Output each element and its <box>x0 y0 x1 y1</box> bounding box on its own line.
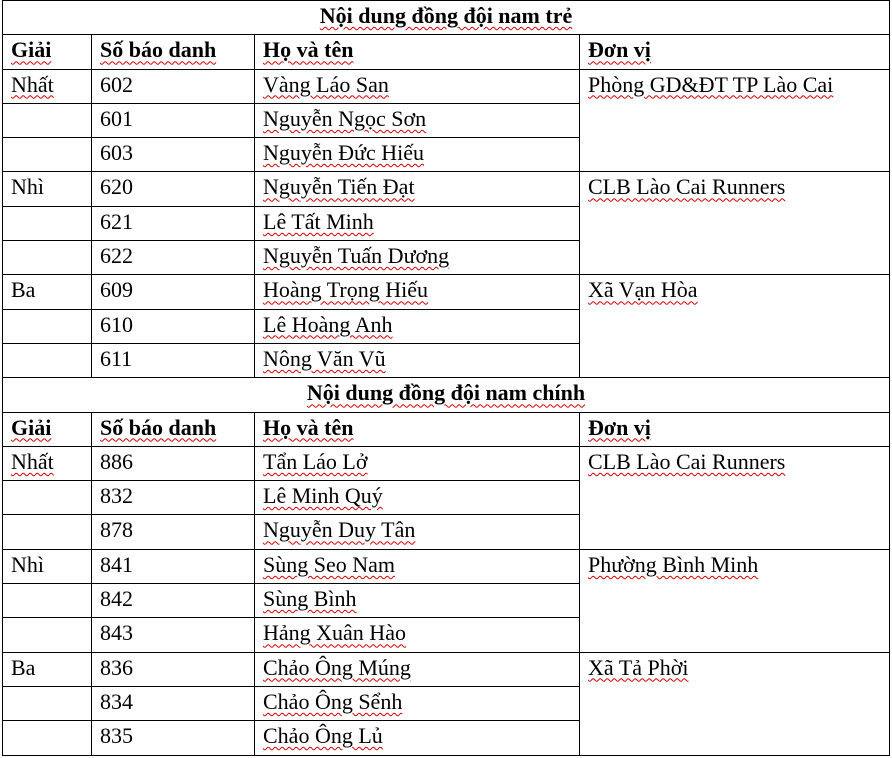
header-unit: Đơn vị <box>580 35 890 69</box>
section-title-row <box>3 1 890 35</box>
unit-cell: Xã Tả Phời <box>580 652 890 755</box>
prize-cell <box>3 206 92 240</box>
name-cell: Tẩn Láo Lở <box>255 446 580 480</box>
unit-cell: Phường Bình Minh <box>580 549 890 652</box>
prize-cell <box>3 103 92 137</box>
header-unit: Đơn vị <box>580 412 890 446</box>
unit-cell: CLB Lào Cai Runners <box>580 172 890 275</box>
name-cell: Sùng Bình <box>255 584 580 618</box>
table-row <box>3 69 890 103</box>
table-row <box>3 275 890 309</box>
header-name: Họ và tên <box>255 35 580 69</box>
bib-cell: 832 <box>92 481 255 515</box>
prize-cell <box>3 138 92 172</box>
prize-cell <box>3 721 92 755</box>
name-cell: Nguyễn Đức Hiếu <box>255 138 580 172</box>
bib-cell: 621 <box>92 206 255 240</box>
name-cell: Nông Văn Vũ <box>255 343 580 377</box>
header-name: Họ và tên <box>255 412 580 446</box>
header-bib: Số báo danh <box>92 35 255 69</box>
table-row <box>3 652 890 686</box>
bib-cell: 609 <box>92 275 255 309</box>
name-cell: Chảo Ông Lủ <box>255 721 580 755</box>
name-cell: Lê Minh Quý <box>255 481 580 515</box>
results-table <box>2 0 890 756</box>
bib-cell: 603 <box>92 138 255 172</box>
header-prize: Giải <box>3 412 92 446</box>
bib-cell: 886 <box>92 446 255 480</box>
prize-cell: Ba <box>3 275 92 309</box>
name-cell: Nguyễn Tiến Đạt <box>255 172 580 206</box>
header-prize: Giải <box>3 35 92 69</box>
bib-cell: 836 <box>92 652 255 686</box>
name-cell: Vàng Láo San <box>255 69 580 103</box>
prize-cell: Nhất <box>3 446 92 480</box>
name-cell: Chảo Ông Sểnh <box>255 686 580 720</box>
prize-cell <box>3 481 92 515</box>
prize-cell <box>3 584 92 618</box>
document-page <box>2 0 889 756</box>
bib-cell: 878 <box>92 515 255 549</box>
prize-cell <box>3 309 92 343</box>
section-title: Nội dung đồng đội nam chính <box>3 378 890 412</box>
name-cell: Nguyễn Ngọc Sơn <box>255 103 580 137</box>
name-cell: Lê Hoàng Anh <box>255 309 580 343</box>
bib-cell: 620 <box>92 172 255 206</box>
header-row <box>3 35 890 69</box>
prize-cell <box>3 618 92 652</box>
prize-cell: Ba <box>3 652 92 686</box>
prize-cell: Nhất <box>3 69 92 103</box>
header-bib: Số báo danh <box>92 412 255 446</box>
bib-cell: 842 <box>92 584 255 618</box>
bib-cell: 611 <box>92 343 255 377</box>
header-row <box>3 412 890 446</box>
name-cell: Sùng Seo Nam <box>255 549 580 583</box>
table-row <box>3 446 890 480</box>
name-cell: Nguyễn Duy Tân <box>255 515 580 549</box>
prize-cell <box>3 686 92 720</box>
unit-cell: Phòng GD&ĐT TP Lào Cai <box>580 69 890 172</box>
bib-cell: 834 <box>92 686 255 720</box>
bib-cell: 835 <box>92 721 255 755</box>
section-title-row <box>3 378 890 412</box>
prize-cell <box>3 515 92 549</box>
bib-cell: 841 <box>92 549 255 583</box>
prize-cell <box>3 241 92 275</box>
name-cell: Hảng Xuân Hào <box>255 618 580 652</box>
bib-cell: 843 <box>92 618 255 652</box>
name-cell: Hoàng Trọng Hiếu <box>255 275 580 309</box>
bib-cell: 602 <box>92 69 255 103</box>
name-cell: Nguyễn Tuấn Dương <box>255 241 580 275</box>
name-cell: Lê Tất Minh <box>255 206 580 240</box>
bib-cell: 610 <box>92 309 255 343</box>
table-row <box>3 549 890 583</box>
unit-cell: Xã Vạn Hòa <box>580 275 890 378</box>
prize-cell: Nhì <box>3 549 92 583</box>
bib-cell: 601 <box>92 103 255 137</box>
prize-cell: Nhì <box>3 172 92 206</box>
table-row <box>3 172 890 206</box>
prize-cell <box>3 343 92 377</box>
unit-cell: CLB Lào Cai Runners <box>580 446 890 549</box>
section-title: Nội dung đồng đội nam trẻ <box>3 1 890 35</box>
bib-cell: 622 <box>92 241 255 275</box>
name-cell: Chảo Ông Múng <box>255 652 580 686</box>
